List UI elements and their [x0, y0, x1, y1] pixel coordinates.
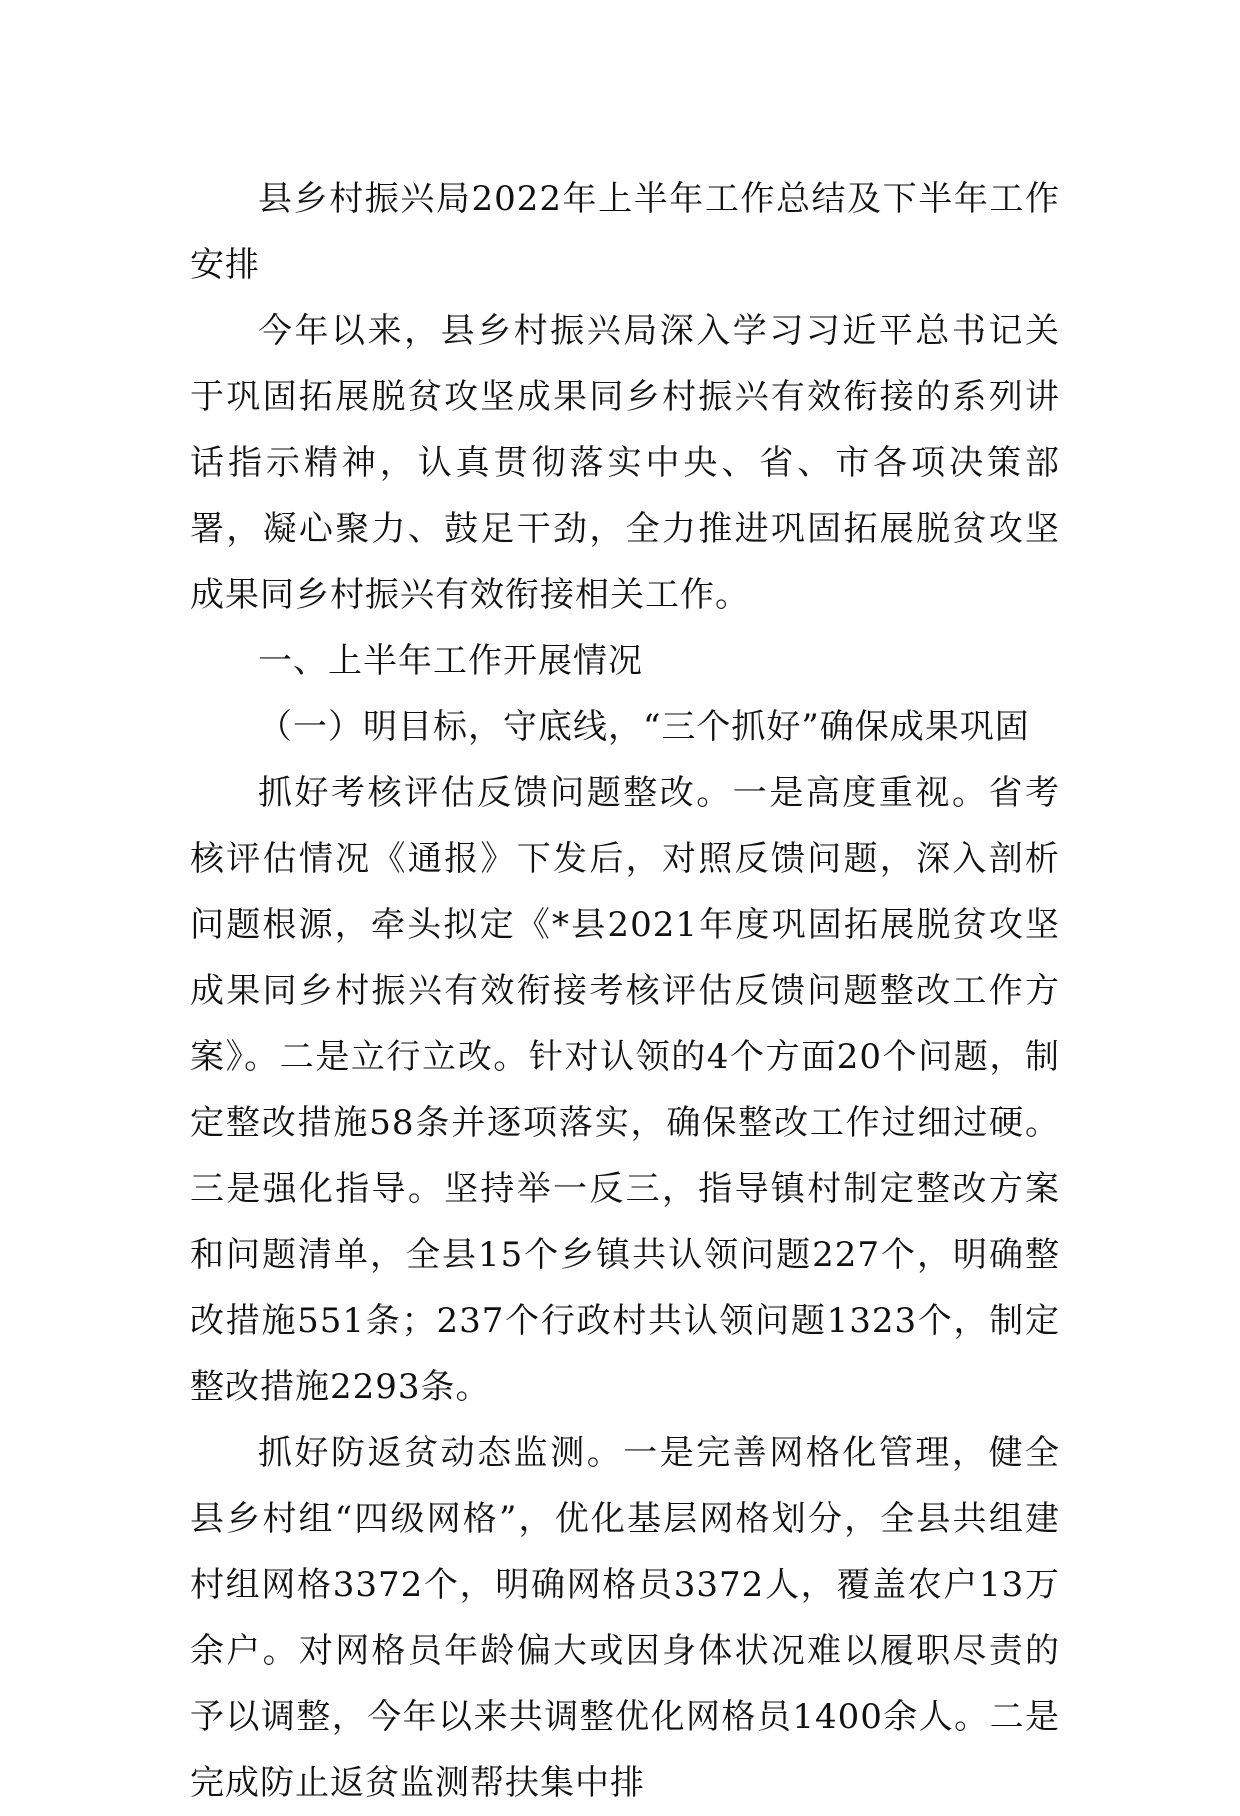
document-body: [190, 166, 1060, 1816]
body-paragraph-2: 抓好防返贫动态监测。一是完善网格化管理，健全县乡村组“四级网格”，优化基层网格划分，全县共组建村组网格3372个，明确网格员3372人，覆盖农户13万余户。对网格员年龄偏大或因身体状况难以履职尽责的予以调整，今年以来共调整优化网格员1400余人。二是完成防止返贫监测帮扶集中排: [190, 1433, 1060, 1803]
subsection-heading: （一）明目标，守底线，“三个抓好”确保成果巩固: [258, 707, 1030, 747]
section-heading: 一、上半年工作开展情况: [258, 641, 643, 681]
document-title: 县乡村振兴局2022年上半年工作总结及下半年工作安排: [190, 179, 1060, 285]
intro-paragraph: 今年以来，县乡村振兴局深入学习习近平总书记关于巩固拓展脱贫攻坚成果同乡村振兴有效衔接的系列讲话指示精神，认真贯彻落实中央、省、市各项决策部署，凝心聚力、鼓足干劲，全力推进巩固拓展脱贫攻坚成果同乡村振兴有效衔接相关工作。: [190, 311, 1060, 615]
body-paragraph-1: 抓好考核评估反馈问题整改。一是高度重视。省考核评估情况《通报》下发后，对照反馈问题，深入剖析问题根源，牵头拟定《*县2021年度巩固拓展脱贫攻坚成果同乡村振兴有效衔接考核评估反馈问题整改工作方案》。二是立行立改。针对认领的4个方面20个问题，制定整改措施58条并逐项落实，确保整改工作过细过硬。三是强化指导。坚持举一反三，指导镇村制定整改方案和问题清单，全县15个乡镇共认领问题227个，明确整改措施551条；237个行政村共认领问题1323个，制定整改措施2293条。: [190, 773, 1060, 1407]
